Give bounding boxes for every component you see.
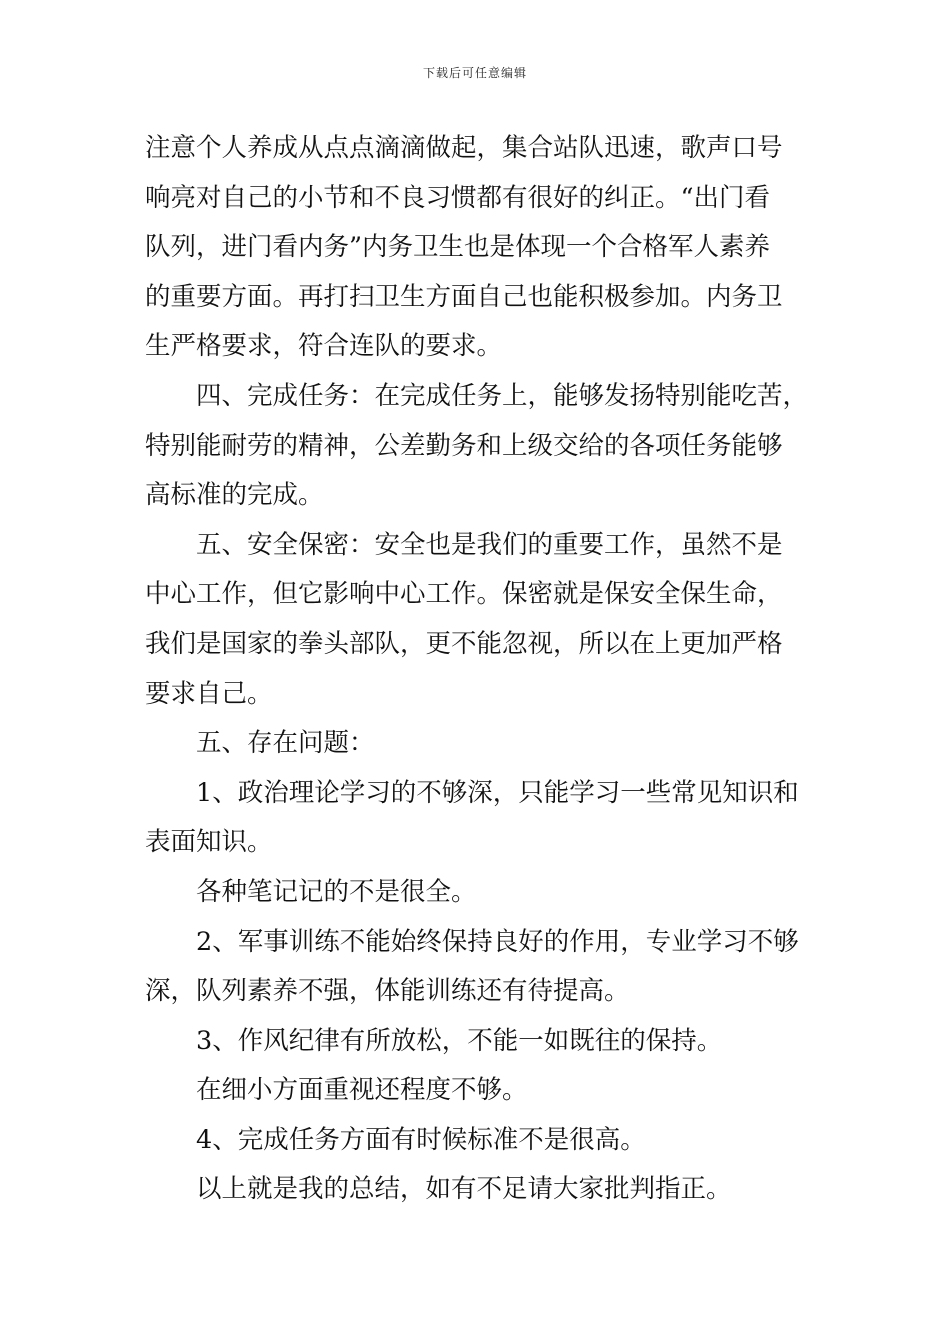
text-line: 4、完成任务方面有时候标准不是很高。 bbox=[196, 1124, 646, 1155]
text-line: 深，队列素养不强，体能训练还有待提高。 bbox=[145, 976, 630, 1007]
text-line: 生严格要求，符合连队的要求。 bbox=[145, 331, 503, 362]
text-line: 各种笔记记的不是很全。 bbox=[196, 876, 477, 907]
text-line: 1、政治理论学习的不够深，只能学习一些常见知识和 bbox=[196, 777, 799, 808]
text-line: 高标准的完成。 bbox=[145, 480, 324, 511]
paragraph bbox=[145, 1116, 813, 1166]
text-line: 在细小方面重视还程度不够。 bbox=[196, 1075, 528, 1106]
text-line: 四、完成任务：在完成任务上，能够发扬特别能吃苦， bbox=[196, 380, 809, 411]
paragraph bbox=[145, 372, 813, 521]
text-line: 表面知识。 bbox=[145, 827, 273, 858]
paragraph bbox=[145, 1066, 813, 1116]
paragraph bbox=[145, 521, 813, 719]
text-line: 3、作风纪律有所放松，不能一如既往的保持。 bbox=[196, 1025, 723, 1056]
text-line: 要求自己。 bbox=[145, 678, 273, 709]
text-line: 响亮对自己的小节和不良习惯都有很好的纠正。“出门看 bbox=[145, 182, 771, 213]
text-line: 中心工作，但它影响中心工作。保密就是保安全保生命， bbox=[145, 579, 783, 610]
paragraph bbox=[145, 1165, 813, 1215]
paragraph bbox=[145, 124, 813, 372]
paragraph bbox=[145, 918, 813, 1017]
text-line: 五、存在问题： bbox=[196, 728, 375, 759]
text-line: 注意个人养成从点点滴滴做起，集合站队迅速，歌声口号 bbox=[145, 133, 783, 163]
text-line: 我们是国家的拳头部队，更不能忽视，所以在上更加严格 bbox=[145, 628, 783, 659]
text-line: 2、军事训练不能始终保持良好的作用，专业学习不够 bbox=[196, 926, 799, 957]
paragraph bbox=[145, 868, 813, 918]
paragraph bbox=[145, 1017, 813, 1067]
text-line: 队列，进门看内务”内务卫生也是体现一个合格军人素养 bbox=[145, 232, 771, 263]
document-body bbox=[145, 124, 813, 1215]
page-header: 下载后可任意编辑 bbox=[422, 66, 527, 80]
text-line: 特别能耐劳的精神，公差勤务和上级交给的各项任务能够 bbox=[145, 430, 783, 461]
text-line: 以上就是我的总结，如有不足请大家批判指正。 bbox=[196, 1174, 732, 1205]
text-line: 的重要方面。再打扫卫生方面自己也能积极参加。内务卫 bbox=[145, 281, 783, 312]
paragraph bbox=[145, 769, 813, 868]
section-heading bbox=[145, 719, 813, 769]
text-line: 五、安全保密：安全也是我们的重要工作，虽然不是 bbox=[196, 529, 783, 560]
